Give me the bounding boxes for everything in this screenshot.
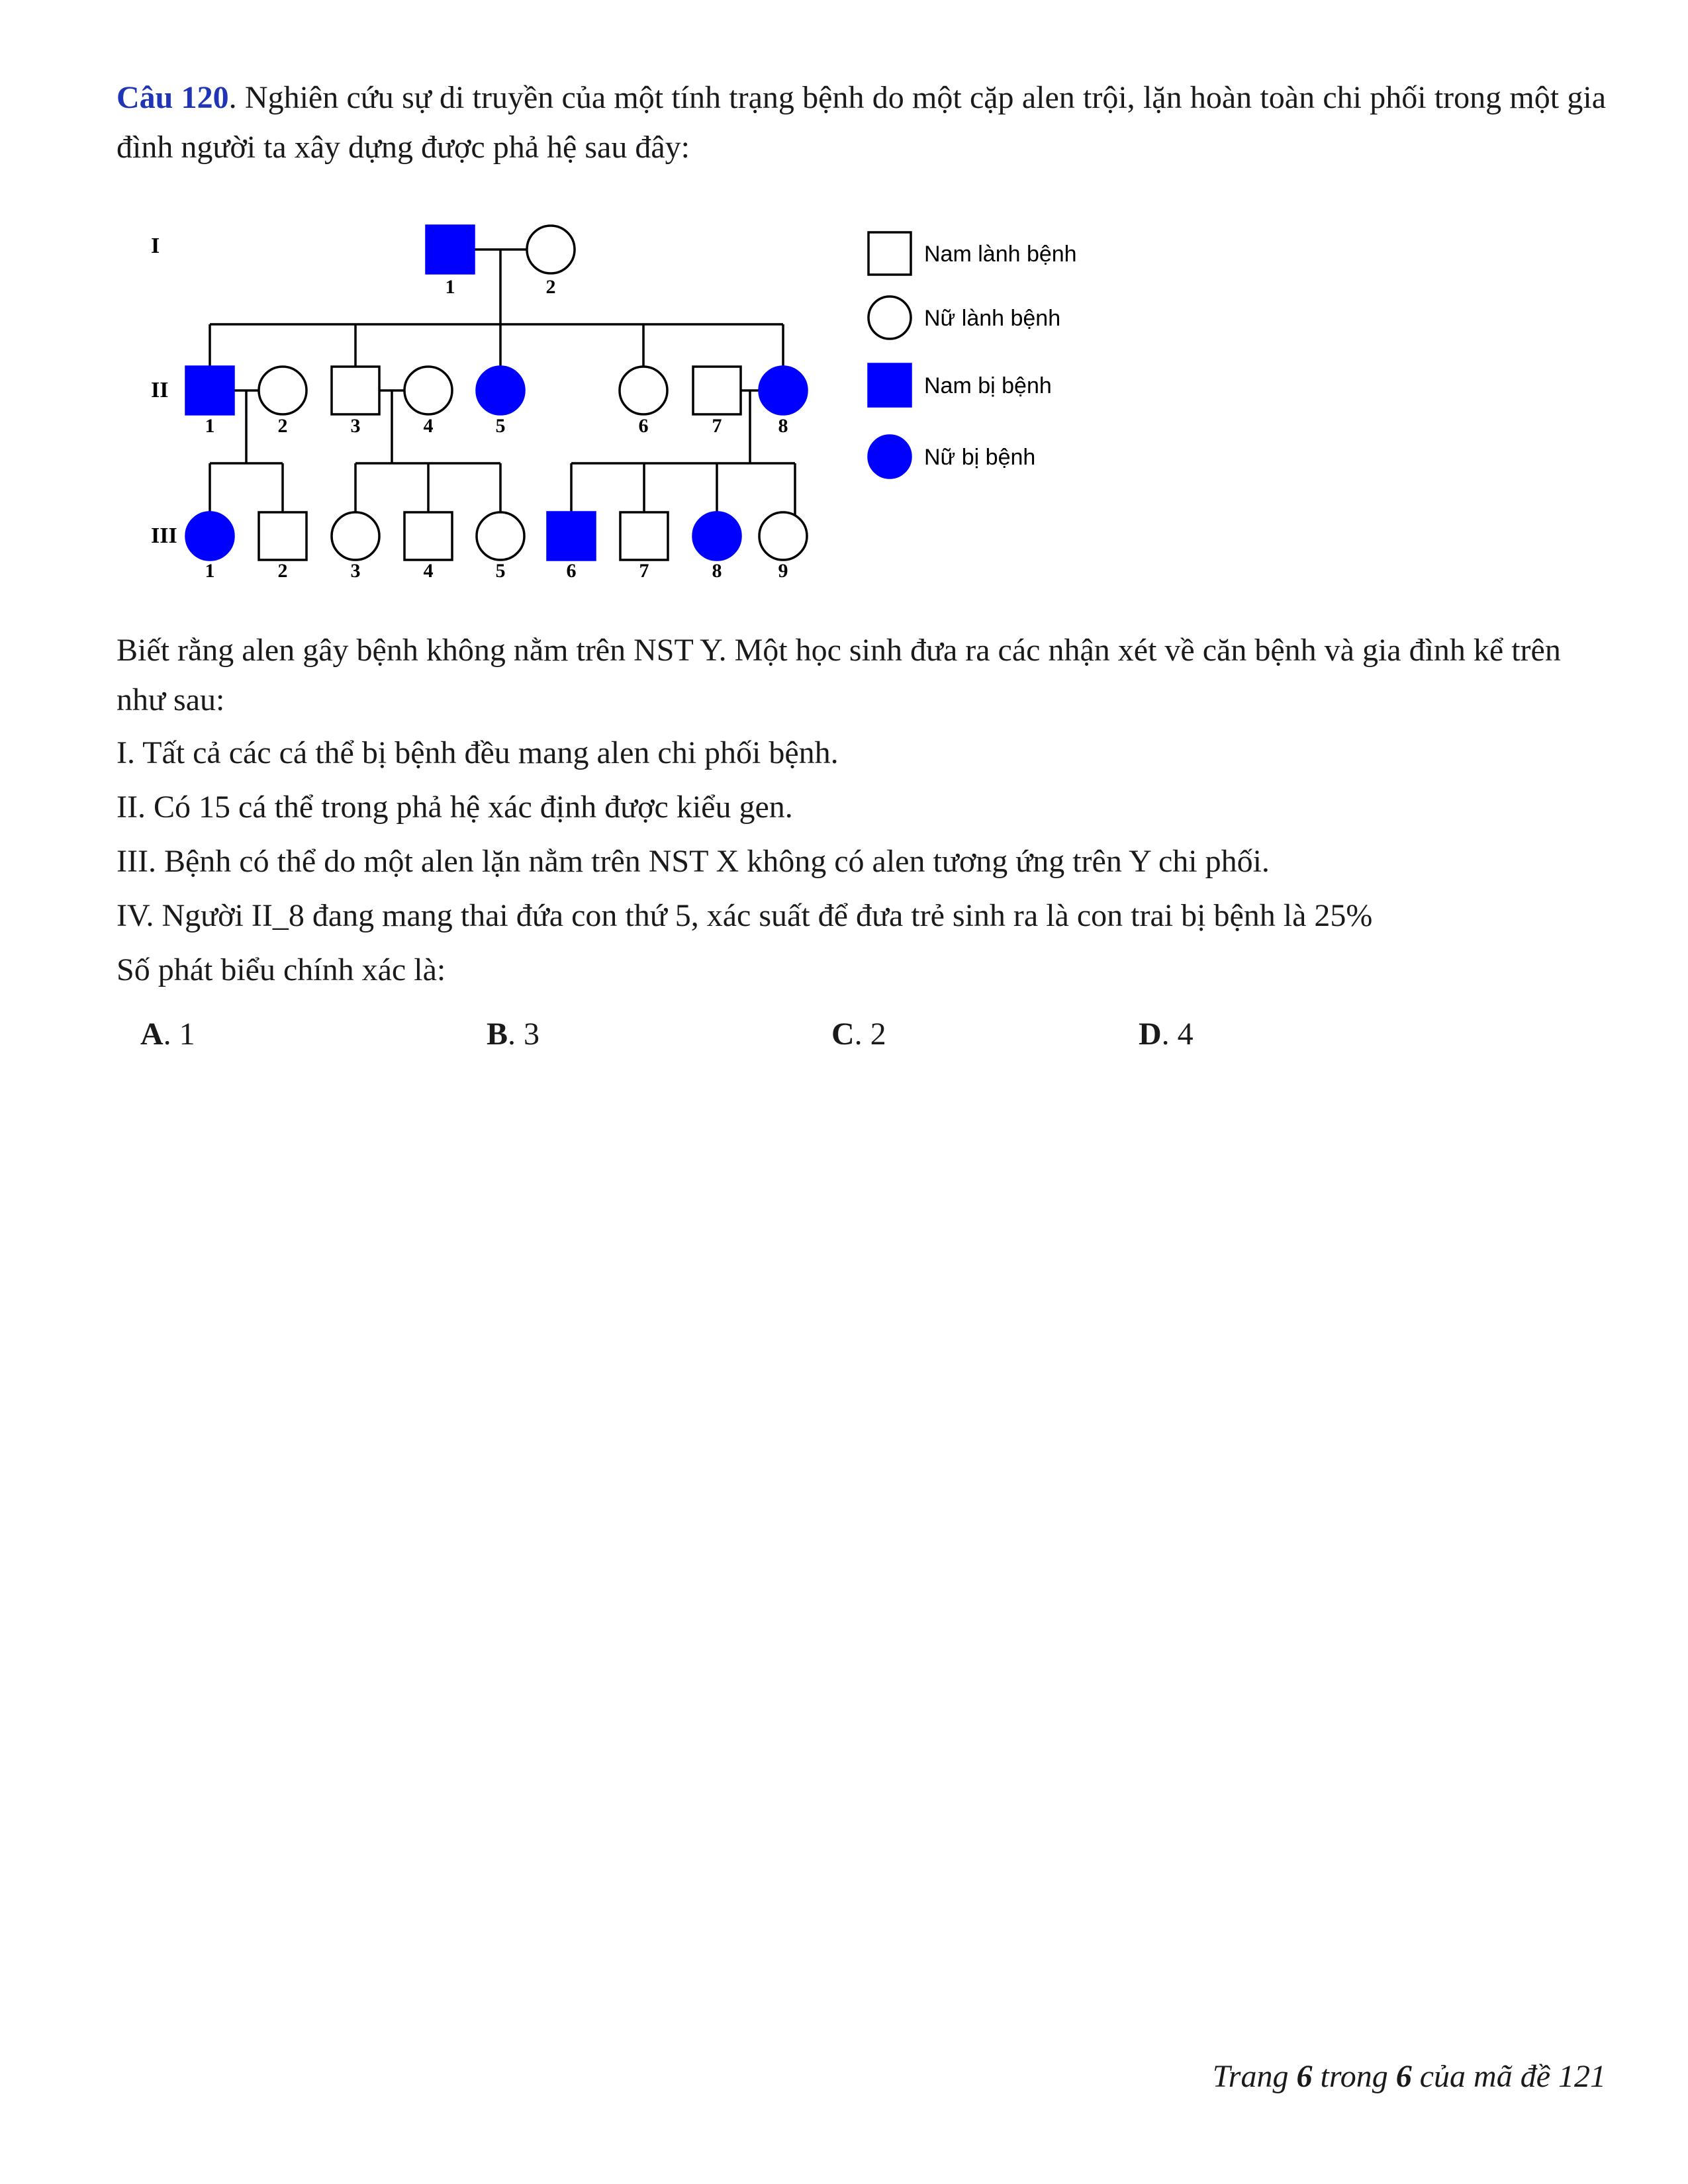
gen3-individual-label-4: 4 <box>423 560 434 582</box>
legend-symbol-4 <box>868 435 911 478</box>
option-a[interactable] <box>140 1009 195 1059</box>
pedigree-diagram <box>132 212 1125 609</box>
option-b[interactable] <box>487 1009 539 1059</box>
gen3-individual-3-female <box>332 512 379 560</box>
statement-1: I. Tất cả các cá thể bị bệnh đều mang alen chi phối bệnh. <box>117 735 839 770</box>
gen3-individual-7-male <box>620 512 668 560</box>
question-number: Câu 120 <box>117 80 229 115</box>
footer-pre: Trang <box>1212 2059 1297 2094</box>
gen2-individual-3-male <box>332 367 379 414</box>
gen2-individual-label-3: 3 <box>350 415 361 437</box>
statement-2: II. Có 15 cá thể trong phả hệ xác định được kiểu gen. <box>117 790 793 825</box>
gen2-individual-6-female <box>620 367 667 414</box>
option-d-letter: D <box>1139 1017 1162 1052</box>
option-c-letter: C <box>831 1017 855 1052</box>
footer-mid: trong <box>1312 2059 1396 2094</box>
option-b-letter: B <box>487 1017 508 1052</box>
generation-label-2: II <box>151 378 169 402</box>
gen1-individual-label-2: 2 <box>545 276 556 298</box>
generation-labels <box>151 234 177 548</box>
gen2-individual-4-female <box>404 367 452 414</box>
answer-prompt: Số phát biểu chính xác là: <box>117 952 446 987</box>
footer-total: 6 <box>1395 2059 1412 2094</box>
statement-4: IV. Người II_8 đang mang thai đứa con thứ 5, xác suất để đưa trẻ sinh ra là con trai bị bệnh là 25% <box>117 898 1373 933</box>
legend-label-1: Nam lành bệnh <box>924 242 1077 267</box>
legend-symbol-2 <box>868 296 911 339</box>
gen2-individual-1-male-affected <box>186 367 234 414</box>
question-intro <box>117 73 1606 172</box>
gen3-individual-label-8: 8 <box>712 560 722 582</box>
gen3-individual-label-1: 1 <box>205 560 215 582</box>
gen2-individual-8-female-affected <box>759 367 807 414</box>
option-a-text: . 1 <box>163 1017 195 1052</box>
option-c[interactable] <box>831 1009 886 1059</box>
gen3-individual-label-3: 3 <box>350 560 361 582</box>
gen2-individual-label-6: 6 <box>638 415 649 437</box>
gen3-individual-1-female-affected <box>186 512 234 560</box>
gen3-individual-label-2: 2 <box>277 560 288 582</box>
option-c-text: . 2 <box>854 1017 886 1052</box>
legend-symbol-3 <box>868 364 911 406</box>
pedigree-legend <box>868 232 1077 478</box>
gen1-individual-1-male-affected <box>426 226 474 273</box>
page-footer <box>1213 2058 1606 2095</box>
known-paragraph: Biết rằng alen gây bệnh không nằm trên NST Y. Một học sinh đưa ra các nhận xét về căn bệnh và gia đình kể trên như sau: <box>117 633 1561 717</box>
option-d[interactable] <box>1139 1009 1194 1059</box>
gen3-individual-2-male <box>259 512 306 560</box>
option-d-text: . 4 <box>1161 1017 1194 1052</box>
gen2-individual-label-1: 1 <box>205 415 215 437</box>
gen3-individual-5-female <box>477 512 524 560</box>
legend-symbol-1 <box>868 232 911 275</box>
question-intro-text: . Nghiên cứu sự di truyền của một tính trạng bệnh do một cặp alen trội, lặn hoàn toàn chi phối trong một gia đình người ta xây dựng được phả hệ sau đây: <box>117 80 1607 165</box>
legend-label-4: Nữ bị bệnh <box>924 445 1036 470</box>
gen3-individual-label-6: 6 <box>566 560 577 582</box>
pedigree-individuals <box>186 226 807 582</box>
gen1-individual-2-female <box>527 226 575 273</box>
gen2-individual-7-male <box>693 367 741 414</box>
gen3-individual-label-5: 5 <box>495 560 506 582</box>
gen3-individual-8-female-affected <box>693 512 741 560</box>
gen2-individual-label-7: 7 <box>712 415 722 437</box>
gen3-individual-label-9: 9 <box>778 560 788 582</box>
legend-label-3: Nam bị bệnh <box>924 373 1052 398</box>
footer-page: 6 <box>1296 2059 1313 2094</box>
gen2-individual-label-5: 5 <box>495 415 506 437</box>
footer-post: của mã đề 121 <box>1411 2059 1606 2094</box>
generation-label-1: I <box>151 234 160 258</box>
gen3-individual-6-male-affected <box>547 512 595 560</box>
generation-label-3: III <box>151 523 177 548</box>
option-a-letter: A <box>140 1017 164 1052</box>
gen2-individual-label-4: 4 <box>423 415 434 437</box>
gen3-individual-label-7: 7 <box>639 560 649 582</box>
gen2-individual-2-female <box>259 367 306 414</box>
gen2-individual-label-8: 8 <box>778 415 788 437</box>
gen2-individual-5-female-affected <box>477 367 524 414</box>
option-b-text: . 3 <box>508 1017 540 1052</box>
statement-3: III. Bệnh có thể do một alen lặn nằm trên NST X không có alen tương ứng trên Y chi phối. <box>117 844 1270 879</box>
gen1-individual-label-1: 1 <box>445 276 455 298</box>
gen2-individual-label-2: 2 <box>277 415 288 437</box>
gen3-individual-4-male <box>404 512 452 560</box>
gen3-individual-9-female <box>759 512 807 560</box>
legend-label-2: Nữ lành bệnh <box>924 306 1061 331</box>
